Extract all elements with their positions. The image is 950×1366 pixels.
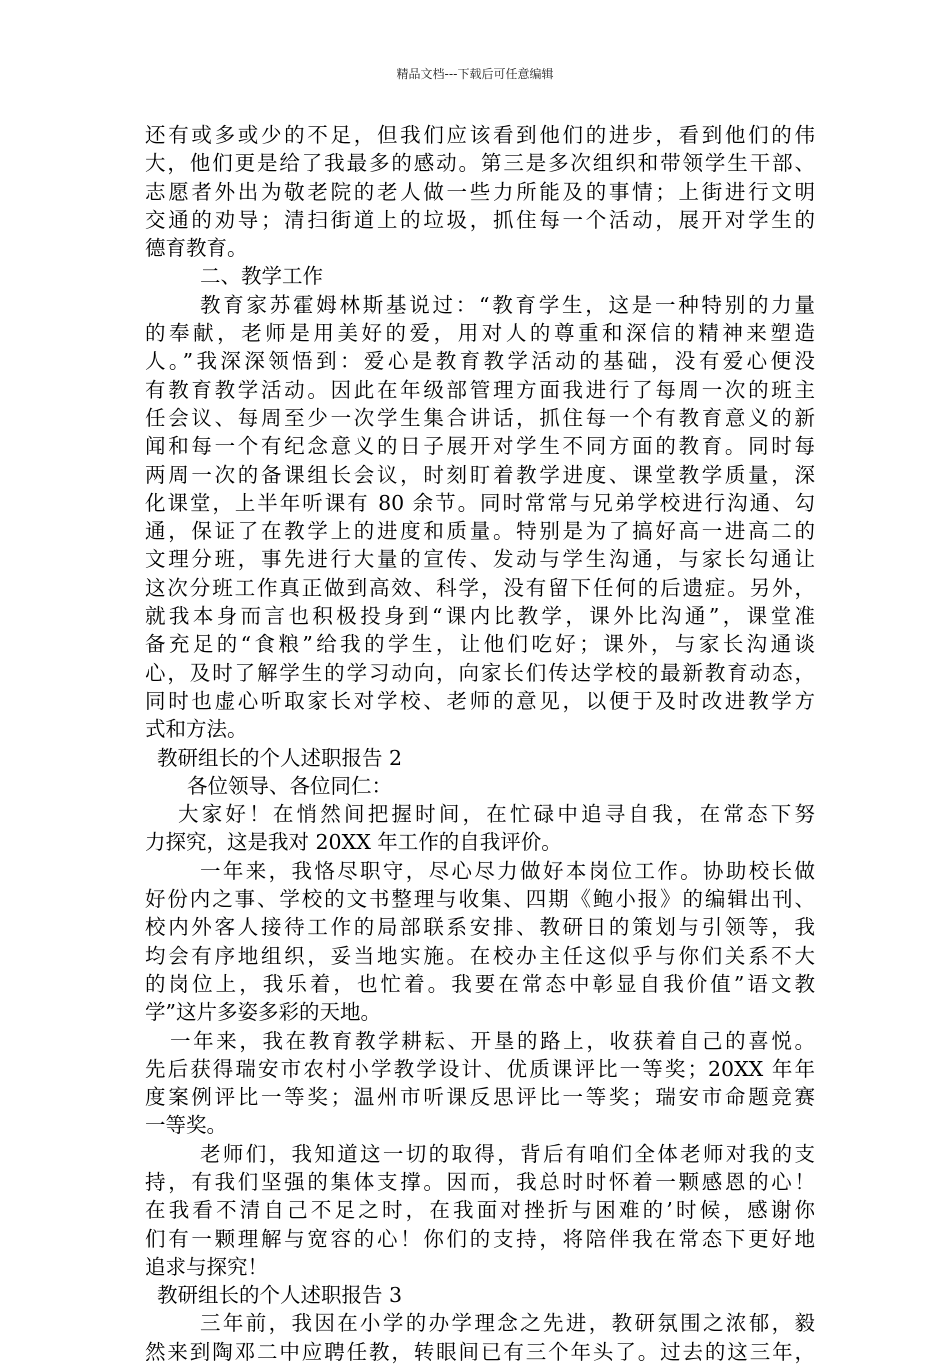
text-line: 交通的劝导；清扫街道上的垃圾，抓住每一个活动，展开对学生的: [145, 207, 815, 232]
text-line: 化课堂，上半年听课有 80 余节。同时常常与兄弟学校进行沟通、勾: [145, 490, 815, 515]
text-line: 两周一次的备课组长会议，时刻盯着教学进度、课堂教学质量，深: [145, 462, 815, 487]
text-line: 各位领导、各位同仁：: [187, 773, 392, 798]
text-line: 文理分班，事先进行大量的宣传、发动与学生沟通，与家长勾通让: [145, 547, 815, 572]
text-line: 教研组长的个人述职报告 3: [157, 1283, 403, 1308]
text-line: 志愿者外出为敬老院的老人做一些力所能及的事情；上街进行文明: [145, 179, 815, 204]
text-line: 们有一颗理解与宽容的心！你们的支持，将陪伴我在常态下更好地: [145, 1226, 815, 1251]
text-line: 均会有序地组织，妥当地实施。在校办主任这似乎与你们关系不大: [145, 943, 815, 968]
text-line: 备充足的“食粮”给我的学生，让他们吃好；课外，与家长沟通谈: [145, 632, 815, 657]
text-line: 大家好！在悄然间把握时间，在忙碌中追寻自我，在常态下努: [178, 802, 815, 827]
text-line: 教研组长的个人述职报告 2: [157, 745, 403, 770]
text-line: 在我看不清自己不足之时，在我面对挫折与困难的’时候，感谢你: [145, 1198, 815, 1223]
text-line: 心，及时了解学生的学习动向，向家长们传达学校的最新教育动态，: [145, 660, 815, 685]
document-body: [145, 121, 815, 1366]
text-line: 好份内之事、学校的文书整理与收集、四期《鲍小报》的编辑出刊、: [145, 887, 815, 912]
text-line: 任会议、每周至少一次学生集合讲话，抓住每一个有教育意义的新: [145, 405, 815, 430]
text-line: 先后获得瑞安市农村小学教学设计、优质课评比一等奖；20XX 年年: [145, 1056, 815, 1081]
text-line: 式和方法。: [145, 717, 248, 742]
text-line: 有教育教学活动。因此在年级部管理方面我进行了每周一次的班主: [145, 377, 815, 402]
text-line: 然来到陶邓二中应聘任教，转眼间已有三个年头了。过去的这三年，: [145, 1339, 815, 1364]
text-line: 力探究，这是我对 20XX 年工作的自我评价。: [145, 830, 562, 855]
text-line: 通，保证了在教学上的进度和质量。特别是为了搞好高一进高二的: [145, 519, 815, 544]
text-line: 学”这片多姿多彩的天地。: [145, 1000, 381, 1025]
text-line: 度案例评比一等奖；温州市听课反思评比一等奖；瑞安市命题竞赛: [145, 1085, 815, 1110]
text-line: 的岗位上，我乐着，也忙着。我要在常态中彰显自我价值”语文教: [145, 971, 815, 996]
text-line: 人。”我深深领悟到：爱心是教育教学活动的基础，没有爱心便没: [145, 349, 815, 374]
text-line: 二、教学工作: [200, 264, 323, 289]
text-line: 还有或多或少的不足，但我们应该看到他们的进步，看到他们的伟: [145, 123, 815, 147]
text-line: 三年前，我因在小学的办学理念之先进，教研氛围之浓郁，毅: [200, 1311, 815, 1336]
text-line: 就我本身而言也积极投身到“课内比教学，课外比沟通”，课堂准: [145, 604, 815, 629]
text-line: 教育家苏霍姆林斯基说过：“教育学生，这是一种特别的力量: [200, 292, 815, 317]
text-line: 同时也虚心听取家长对学校、老师的意见，以便于及时改进教学方: [145, 688, 815, 713]
text-line: 校内外客人接待工作的局部联系安排、教研日的策划与引领等，我: [145, 915, 815, 940]
text-line: 追求与探究！: [145, 1254, 268, 1279]
text-line: 一年来，我在教育教学耕耘、开垦的路上，收获着自己的喜悦。: [170, 1028, 815, 1053]
text-line: 老师们，我知道这一切的取得，背后有咱们全体老师对我的支: [200, 1141, 815, 1166]
page-header: 精品文档---下载后可任意编辑: [396, 67, 554, 81]
text-line: 德育教育。: [145, 236, 248, 261]
text-line: 闻和每一个有纪念意义的日子展开对学生不同方面的教育。同时每: [145, 434, 815, 459]
text-line: 持，有我们坚强的集体支撑。因而，我总时时怀着一颗感恩的心！: [145, 1169, 815, 1194]
text-line: 这次分班工作真正做到高效、科学，没有留下任何的后遗症。另外，: [145, 575, 815, 600]
text-line: 一年来，我恪尽职守，尽心尽力做好本岗位工作。协助校长做: [200, 858, 815, 883]
text-line: 的奉献，老师是用美好的爱，用对人的尊重和深信的精神来塑造: [145, 321, 815, 346]
text-line: 一等奖。: [145, 1113, 227, 1138]
text-line: 大，他们更是给了我最多的感动。第三是多次组织和带领学生干部、: [145, 151, 815, 176]
